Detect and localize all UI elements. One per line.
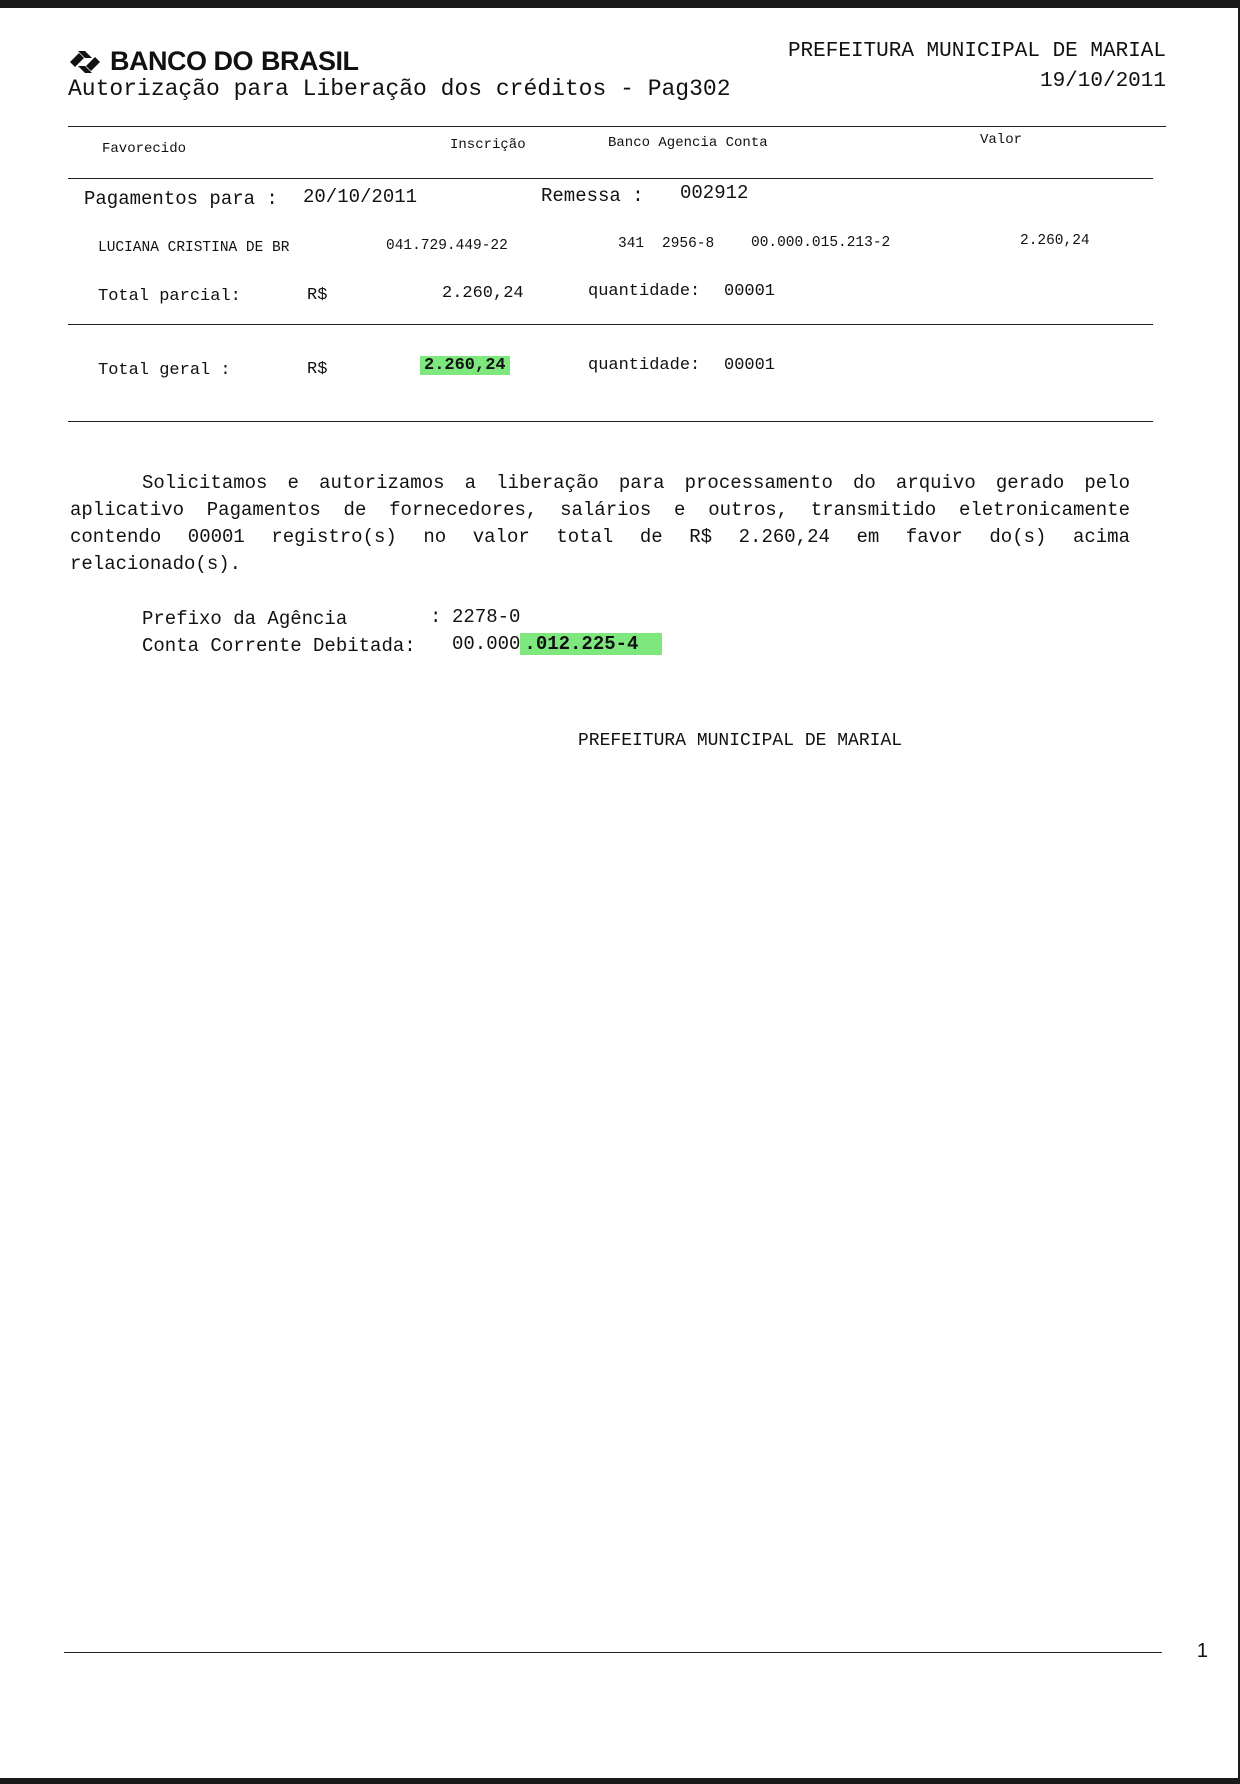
entry-banco: 341 (618, 236, 645, 252)
remessa-number: 002912 (680, 182, 749, 204)
account-value-highlight: .012.225-4 (520, 633, 662, 655)
document-page (0, 8, 1238, 1778)
page-number: 1 (1196, 1640, 1208, 1662)
col-header-valor: Valor (980, 132, 1023, 148)
col-header-inscricao: Inscrição (450, 137, 526, 153)
bank-logo (68, 46, 359, 77)
entry-inscricao: 041.729.449-22 (386, 238, 508, 254)
total-geral-label: Total geral : (98, 361, 231, 380)
total-geral-value (420, 356, 510, 375)
account-value (452, 633, 662, 655)
col-header-banco-agencia-conta: Banco Agencia Conta (608, 135, 768, 151)
col-header-favorecido: Favorecido (102, 141, 187, 157)
total-parcial-label: Total parcial: (98, 287, 241, 306)
payments-date: 20/10/2011 (303, 186, 418, 208)
table-header-divider (68, 178, 1153, 179)
subtotal-divider (68, 324, 1153, 325)
total-parcial-qty-label: quantidade: (588, 282, 701, 301)
payments-label: Pagamentos para : (84, 188, 278, 210)
organization-header: PREFEITURA MUNICIPAL DE MARIAL (787, 40, 1166, 63)
total-divider (68, 421, 1153, 422)
entry-favorecido: LUCIANA CRISTINA DE BR (98, 240, 290, 256)
banco-do-brasil-logo-icon (68, 47, 102, 77)
total-geral-qty-label: quantidade: (588, 356, 701, 375)
total-parcial-qty: 00001 (724, 282, 776, 301)
remessa-label: Remessa : (541, 185, 644, 207)
account-value-start: 00.000 (452, 633, 521, 655)
authorization-paragraph (70, 470, 1130, 578)
total-parcial-value: 2.260,24 (442, 284, 524, 303)
signature-organization: PREFEITURA MUNICIPAL DE MARIAL (578, 731, 903, 751)
bank-logo-word1: BANCO DO (110, 46, 253, 76)
agency-prefix-sep: : (430, 606, 442, 628)
total-geral-currency: R$ (307, 360, 328, 379)
document-title: Autorização para Liberação dos créditos - Pag302 (68, 76, 731, 102)
issue-date: 19/10/2011 (1039, 70, 1166, 93)
agency-prefix-label: Prefixo da Agência (142, 608, 348, 630)
total-geral-qty: 00001 (724, 356, 776, 375)
header-divider (68, 126, 1166, 127)
entry-valor: 2.260,24 (1020, 233, 1090, 249)
entry-conta: 00.000.015.213-2 (751, 235, 891, 251)
entry-agencia: 2956-8 (662, 236, 715, 252)
footer-divider (64, 1652, 1162, 1653)
authorization-text: Solicitamos e autorizamos a liberação para processamento do arquivo gerado pelo aplicativo Pagamentos de fornecedores, salários e outros, transmitido eletronicamente contendo 00001 registro(s) no valor total de R$ 2.260,24 em favor do(s) acima relacionado(s). (70, 472, 1130, 575)
total-parcial-currency: R$ (307, 286, 328, 305)
agency-prefix-value: 2278-0 (452, 606, 521, 628)
total-geral-value-highlight: 2.260,24 (420, 356, 510, 375)
bank-logo-word2: BRASIL (261, 46, 359, 76)
account-label: Conta Corrente Debitada: (142, 635, 416, 657)
